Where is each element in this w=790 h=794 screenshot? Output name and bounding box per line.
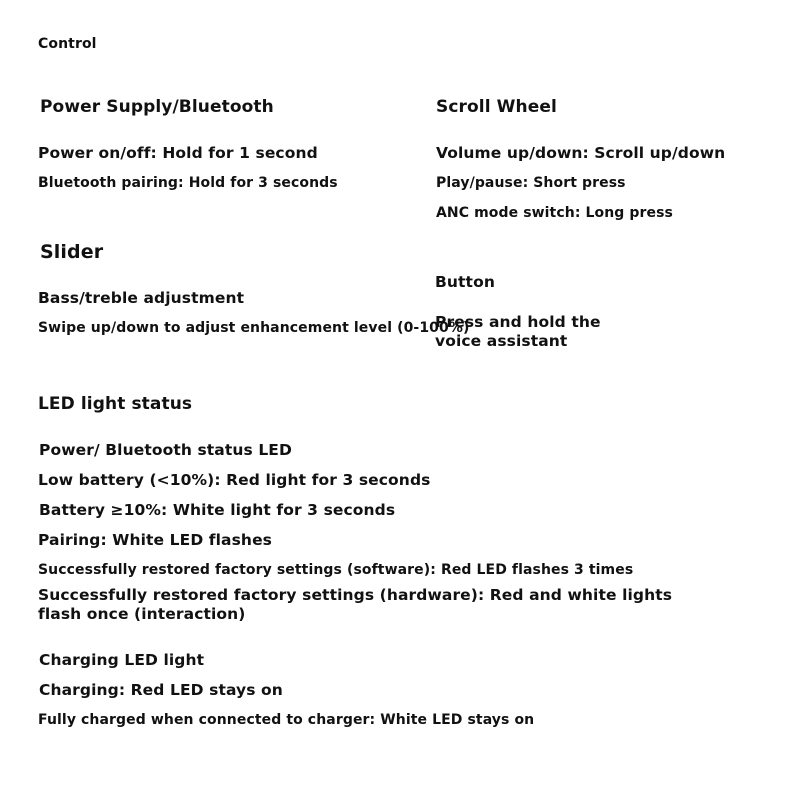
low-battery-text: Low battery (<10%): Red light for 3 seconds [38, 471, 431, 489]
charging-heading: Charging LED light [39, 651, 205, 669]
fully-charged-text: Fully charged when connected to charger: White LED stays on [38, 712, 535, 728]
button-heading: Button [435, 273, 495, 291]
swipe-text: Swipe up/down to adjust enhancement level (0-100%) [38, 320, 470, 336]
pairing-led-text: Pairing: White LED flashes [38, 531, 273, 549]
charging-text: Charging: Red LED stays on [39, 681, 283, 699]
led-heading: LED light status [38, 394, 193, 414]
volume-text: Volume up/down: Scroll up/down [436, 144, 726, 162]
bluetooth-pairing-text: Bluetooth pairing: Hold for 3 seconds [38, 175, 338, 191]
power-onoff-text: Power on/off: Hold for 1 second [38, 144, 318, 162]
restore-hardware-text: Successfully restored factory settings (hardware): Red and white lights flash once (interaction) [38, 586, 673, 623]
anc-text: ANC mode switch: Long press [436, 205, 673, 221]
battery-ok-text: Battery ≥10%: White light for 3 seconds [39, 501, 396, 519]
led-subheading: Power/ Bluetooth status LED [39, 441, 292, 459]
playpause-text: Play/pause: Short press [436, 175, 626, 191]
button-line1: Press and hold the [435, 313, 601, 331]
slider-heading: Slider [40, 241, 104, 263]
power-heading: Power Supply/Bluetooth [40, 97, 274, 117]
scroll-heading: Scroll Wheel [436, 97, 557, 117]
bass-treble-text: Bass/treble adjustment [38, 289, 245, 307]
restore-software-text: Successfully restored factory settings (software): Red LED flashes 3 times [38, 562, 634, 578]
page-title: Control [38, 36, 97, 52]
button-line2: voice assistant [435, 332, 568, 350]
